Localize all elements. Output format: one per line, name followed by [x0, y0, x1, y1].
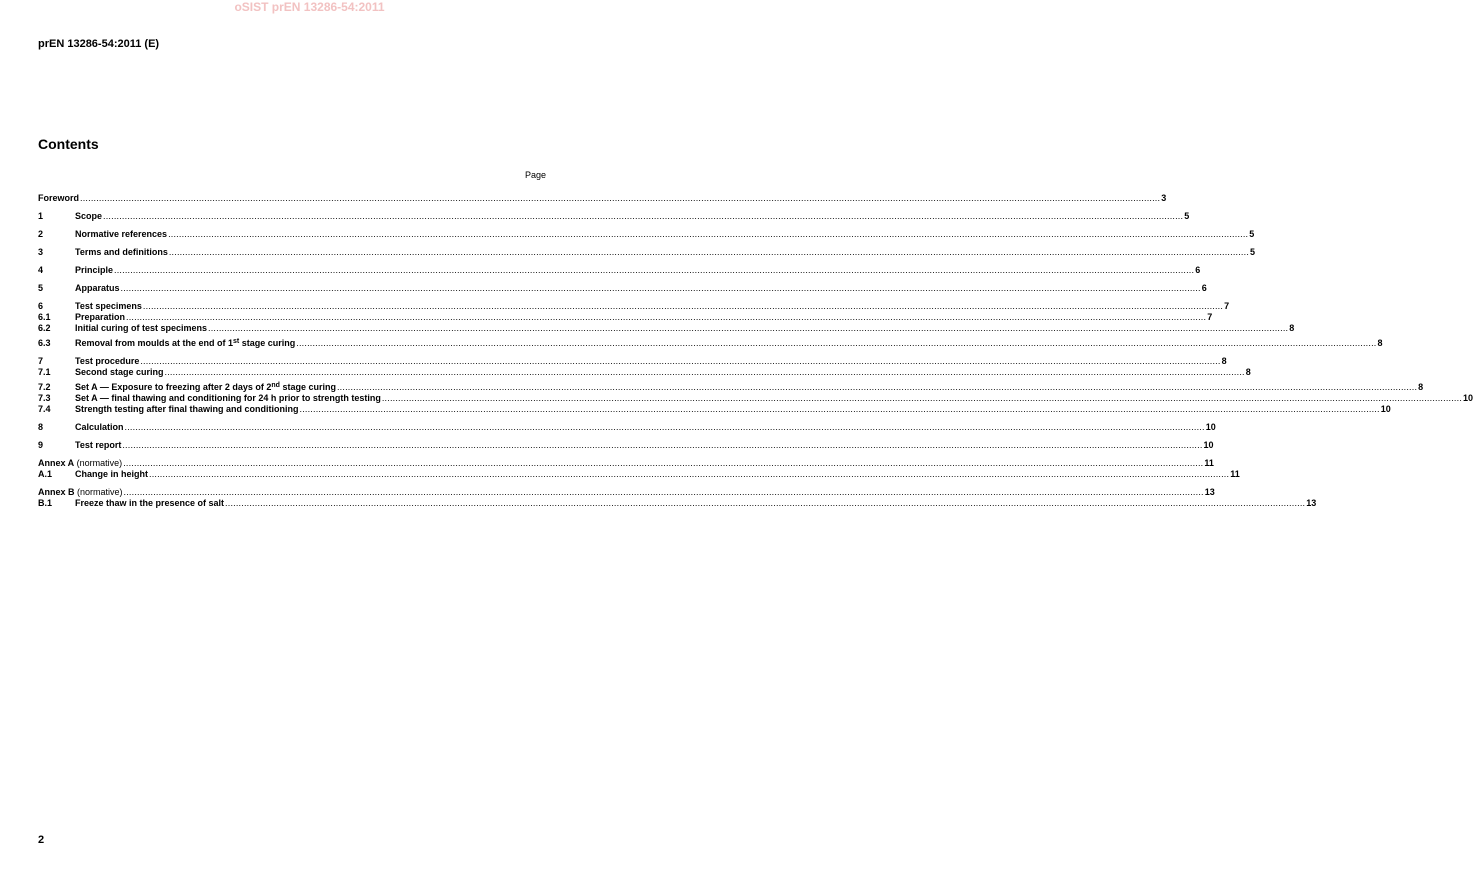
toc-entry-number: 7.3 [38, 393, 51, 403]
toc-entry[interactable] [38, 356, 1227, 367]
toc-entry-page: 8 [1418, 382, 1424, 392]
toc-leader-dots: ................................................................................................................................................................................................................................................................................................................................................................................................................ [80, 193, 1161, 203]
toc-entry-title: Terms and definitions [75, 247, 168, 257]
toc-entry-title: Annex A (normative) [38, 458, 123, 468]
toc-entry-page: 8 [1221, 356, 1227, 366]
document-id: prEN 13286-54:2011 (E) [38, 38, 160, 50]
toc-entry[interactable] [38, 323, 1295, 334]
toc-entry-page: 7 [1224, 301, 1230, 311]
toc-entry-number: 1 [38, 211, 44, 221]
toc-entry-title: Test report [75, 440, 122, 450]
toc-entry-title: Freeze thaw in the presence of salt [75, 498, 225, 508]
toc-entry-title: Set A — Exposure to freezing after 2 days of 2nd stage curing [75, 382, 336, 392]
toc-leader-dots: ................................................................................................................................................................................................................................................................................................................................................................................................................ [124, 422, 1205, 432]
toc-entry[interactable] [38, 338, 1383, 349]
toc-entry-page: 5 [1250, 247, 1256, 257]
toc-leader-dots: ................................................................................................................................................................................................................................................................................................................................................................................................................ [296, 338, 1377, 348]
toc-entry[interactable] [38, 265, 1201, 276]
toc-entry[interactable] [38, 487, 1215, 498]
page-number: 2 [38, 834, 45, 846]
toc-entry-title: Annex B (normative) [38, 487, 123, 497]
toc-entry[interactable] [38, 422, 1216, 433]
toc-entry-title: Strength testing after final thawing and conditioning [75, 404, 299, 414]
toc-leader-dots: ................................................................................................................................................................................................................................................................................................................................................................................................................ [225, 498, 1306, 508]
toc-leader-dots: ................................................................................................................................................................................................................................................................................................................................................................................................................ [149, 469, 1230, 479]
toc-entry[interactable] [38, 229, 1255, 240]
toc-entry-page: 13 [1204, 487, 1215, 497]
toc-entry-number: 7.4 [38, 404, 51, 414]
toc-leader-dots: ................................................................................................................................................................................................................................................................................................................................................................................................................ [123, 487, 1204, 497]
toc-entry[interactable] [38, 393, 1473, 404]
toc-entry-number: 5 [38, 283, 44, 293]
watermark: oSIST prEN 13286-54:2011 [234, 0, 385, 14]
toc-entry-number: 2 [38, 229, 44, 239]
toc-entry-number: 9 [38, 440, 44, 450]
toc-entry-page: 8 [1245, 367, 1251, 377]
toc-entry-page: 3 [1161, 193, 1167, 203]
toc-entry-number: A.1 [38, 469, 53, 479]
toc-entry-title: Preparation [75, 312, 126, 322]
toc-leader-dots: ................................................................................................................................................................................................................................................................................................................................................................................................................ [168, 247, 1250, 257]
toc-leader-dots: ................................................................................................................................................................................................................................................................................................................................................................................................................ [123, 458, 1204, 468]
toc-entry[interactable] [38, 247, 1256, 258]
toc-entry-superscript: st [233, 338, 240, 345]
toc-leader-dots: ................................................................................................................................................................................................................................................................................................................................................................................................................ [168, 229, 1249, 239]
toc-entry-title: Set A — final thawing and conditioning for 24 h prior to strength testing [75, 393, 381, 403]
toc-leader-dots: ................................................................................................................................................................................................................................................................................................................................................................................................................ [208, 323, 1289, 333]
toc-entry-page: 10 [1203, 440, 1214, 450]
toc-entry-number: 3 [38, 247, 44, 257]
toc-entry-number: 6.1 [38, 312, 51, 322]
toc-entry-title: Second stage curing [75, 367, 164, 377]
toc-entry-number: 6.3 [38, 338, 51, 348]
toc-entry-page: 10 [1205, 422, 1216, 432]
toc-entry-title: Removal from moulds at the end of 1st stage curing [75, 338, 296, 348]
toc-entry-title: Principle [75, 265, 114, 275]
toc-entry-title: Change in height [75, 469, 148, 479]
toc-leader-dots: ................................................................................................................................................................................................................................................................................................................................................................................................................ [381, 393, 1463, 403]
toc-leader-dots: ................................................................................................................................................................................................................................................................................................................................................................................................................ [299, 404, 1380, 414]
toc-entry-page: 13 [1306, 498, 1317, 508]
toc-entry-page: 8 [1377, 338, 1383, 348]
toc-entry-number: 6.2 [38, 323, 51, 333]
toc-entry-number: 7.2 [38, 382, 51, 392]
toc-entry-superscript: nd [271, 382, 280, 389]
toc-entry[interactable] [38, 312, 1213, 323]
toc-entry-number: B.1 [38, 498, 53, 508]
toc-entry-title: Test procedure [75, 356, 140, 366]
toc-entry-number: 7.1 [38, 367, 51, 377]
toc-entry-page: 11 [1204, 458, 1214, 468]
toc-entry[interactable] [38, 458, 1214, 469]
toc-entry-page: 10 [1463, 393, 1473, 403]
toc-entry[interactable] [38, 301, 1230, 312]
toc-entry-page: 6 [1195, 265, 1201, 275]
toc-entry-title: Scope [75, 211, 103, 221]
toc-leader-dots: ................................................................................................................................................................................................................................................................................................................................................................................................................ [122, 440, 1203, 450]
toc-entry[interactable] [38, 404, 1391, 415]
toc-entry[interactable] [38, 440, 1214, 451]
toc-entry-title: Normative references [75, 229, 168, 239]
toc-leader-dots: ................................................................................................................................................................................................................................................................................................................................................................................................................ [126, 312, 1207, 322]
toc-entry-title: Test specimens [75, 301, 142, 311]
toc-entry-number: 6 [38, 301, 44, 311]
toc-entry-page: 5 [1249, 229, 1255, 239]
toc-entry[interactable] [38, 367, 1251, 378]
toc-entry-number: 4 [38, 265, 44, 275]
table-of-contents [38, 193, 1473, 509]
toc-leader-dots: ................................................................................................................................................................................................................................................................................................................................................................................................................ [114, 265, 1195, 275]
page-title: Contents [38, 136, 99, 152]
toc-entry-number: 7 [38, 356, 44, 366]
toc-entry[interactable] [38, 283, 1207, 294]
toc-entry[interactable] [38, 382, 1424, 393]
toc-leader-dots: ................................................................................................................................................................................................................................................................................................................................................................................................................ [140, 356, 1221, 366]
toc-entry-page: 6 [1201, 283, 1207, 293]
toc-entry-page: 11 [1230, 469, 1240, 479]
toc-entry-page: 8 [1289, 323, 1295, 333]
toc-entry[interactable] [38, 469, 1240, 480]
toc-entry-page: 7 [1207, 312, 1213, 322]
toc-leader-dots: ................................................................................................................................................................................................................................................................................................................................................................................................................ [120, 283, 1201, 293]
toc-entry-title: Apparatus [75, 283, 120, 293]
toc-entry-title: Initial curing of test specimens [75, 323, 208, 333]
toc-entry-number: 8 [38, 422, 44, 432]
toc-entry[interactable] [38, 211, 1190, 222]
toc-leader-dots: ................................................................................................................................................................................................................................................................................................................................................................................................................ [103, 211, 1184, 221]
page-column-label: Page [524, 170, 546, 180]
toc-entry-title: Foreword [38, 193, 80, 203]
toc-entry-page: 10 [1380, 404, 1391, 414]
toc-leader-dots: ................................................................................................................................................................................................................................................................................................................................................................................................................ [142, 301, 1224, 311]
toc-entry[interactable] [38, 193, 1167, 204]
toc-entry-title: Calculation [75, 422, 124, 432]
toc-leader-dots: ................................................................................................................................................................................................................................................................................................................................................................................................................ [336, 382, 1418, 392]
toc-entry[interactable] [38, 498, 1317, 509]
toc-entry-page: 5 [1184, 211, 1190, 221]
toc-leader-dots: ................................................................................................................................................................................................................................................................................................................................................................................................................ [164, 367, 1245, 377]
